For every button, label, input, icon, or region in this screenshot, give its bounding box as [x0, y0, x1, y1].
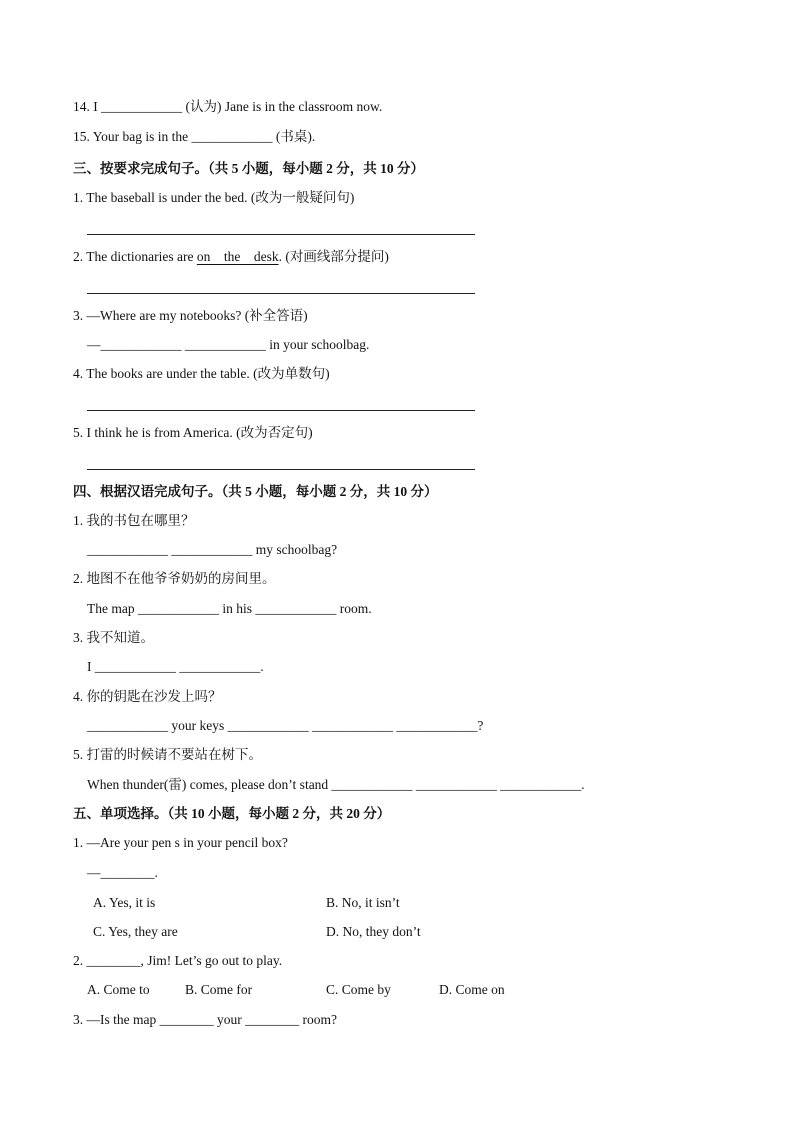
question-14: 14. I ____________ (认为) Jane is in the classroom now.: [73, 99, 383, 114]
answer-line: [87, 293, 475, 294]
s5-q1-answer: —________.: [87, 865, 158, 880]
s3-question-1: 1. The baseball is under the bed. (改为一般疑问句): [73, 190, 355, 205]
s5-q2-option-d: D. Come on: [439, 982, 505, 997]
s3-q2-text: 2. The dictionaries are: [73, 249, 197, 264]
answer-line: [87, 234, 475, 235]
s4-q3-answer: I ____________ ____________.: [87, 659, 264, 674]
s5-question-3: 3. —Is the map ________ your ________ room?: [73, 1012, 337, 1027]
section-4-title: 四、根据汉语完成句子。（共 5 小题，每小题 2 分，共 10 分）: [73, 484, 438, 499]
s5-q2-option-b: B. Come for: [185, 982, 253, 997]
s4-q4-answer: ____________ your keys ____________ ____________ ____________?: [87, 718, 484, 733]
s4-question-4: 4. 你的钥匙在沙发上吗？: [73, 689, 222, 704]
s5-question-2: 2. ________, Jim! Let’s go out to play.: [73, 953, 283, 968]
s4-question-1: 1. 我的书包在哪里？: [73, 513, 195, 528]
s3-question-2: [73, 248, 389, 266]
s3-q3-answer: —____________ ____________ in your schoolbag.: [87, 337, 370, 352]
s4-question-3: 3. 我不知道。: [73, 630, 154, 645]
s5-q2-option-a: A. Come to: [87, 982, 150, 997]
s5-q1-option-d: D. No, they don’t: [326, 924, 421, 939]
s3-question-5: 5. I think he is from America. (改为否定句): [73, 425, 313, 440]
s4-question-2: 2. 地图不在他爷爷奶奶的房间里。: [73, 571, 276, 586]
s3-question-3: 3. —Where are my notebooks? (补全答语): [73, 308, 308, 323]
s3-q2-instruction: . (对画线部分提问): [278, 249, 389, 264]
answer-line: [87, 410, 475, 411]
section-5-title: 五、单项选择。（共 10 小题，每小题 2 分，共 20 分）: [73, 806, 391, 821]
s3-question-4: 4. The books are under the table. (改为单数句): [73, 366, 330, 381]
section-3-title: 三、按要求完成句子。（共 5 小题，每小题 2 分，共 10 分）: [73, 161, 424, 176]
question-15: 15. Your bag is in the ____________ (书桌).: [73, 129, 316, 144]
s5-q1-option-a: A. Yes, it is: [93, 895, 156, 910]
s5-question-1: 1. —Are your pen s in your pencil box?: [73, 835, 288, 850]
s4-q1-answer: ____________ ____________ my schoolbag?: [87, 542, 338, 557]
s3-q2-underlined: on the desk: [196, 249, 279, 264]
s5-q1-option-b: B. No, it isn’t: [326, 895, 400, 910]
s4-q5-answer: When thunder(雷) comes, please don’t stand ____________ ____________ ____________.: [87, 777, 585, 792]
s5-q1-option-c: C. Yes, they are: [93, 924, 178, 939]
answer-line: [87, 469, 475, 470]
s5-q2-option-c: C. Come by: [326, 982, 391, 997]
s4-q2-answer: The map ____________ in his ____________ room.: [87, 601, 372, 616]
s4-question-5: 5. 打雷的时候请不要站在树下。: [73, 747, 262, 762]
